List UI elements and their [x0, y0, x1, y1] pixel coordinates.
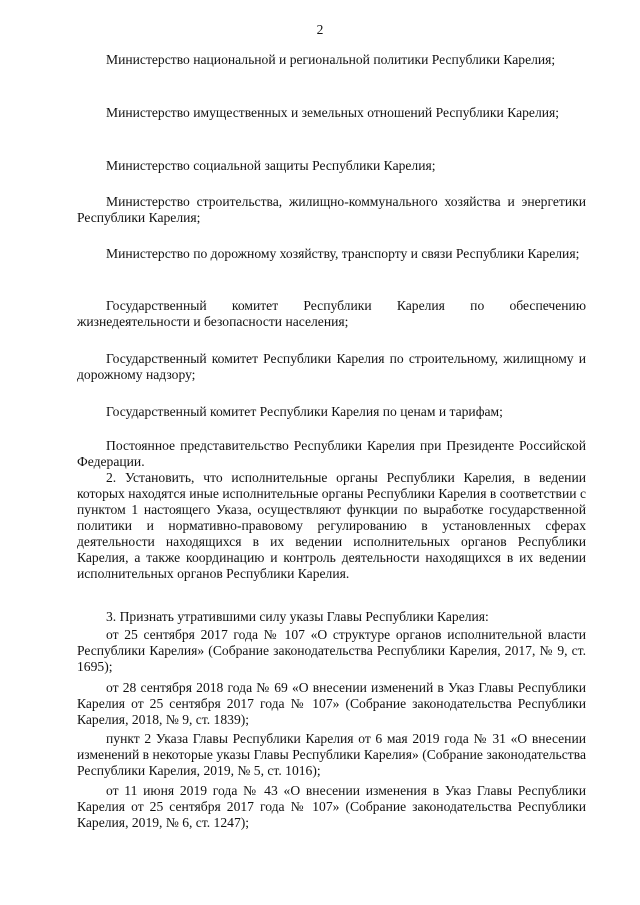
- repealed-decree-4: от 11 июня 2019 года № 43 «О внесении изменения в Указ Главы Республики Карелия от 25 сентября 2017 года № 107» (Собрание законодательства Республики Карелия, 2019, № 6, ст. 1247);: [77, 783, 586, 830]
- repealed-decree-1: от 25 сентября 2017 года № 107 «О структуре органов исполнительной власти Республики Карелия» (Собрание законодательства Республики Карелия, 2017, № 9, ст. 1695);: [77, 627, 586, 674]
- list-item-ministry-construction: Министерство строительства, жилищно-коммунального хозяйства и энергетики Республики Карелия;: [77, 194, 586, 225]
- clause-3: 3. Признать утратившими силу указы Главы Республики Карелия:: [106, 609, 489, 624]
- repealed-decree-2: от 28 сентября 2018 года № 69 «О внесении изменений в Указ Главы Республики Карелия от 25 сентября 2017 года № 107» (Собрание законодательства Республики Карелия, 2018, № 9, ст. 1839);: [77, 680, 586, 727]
- page-number: 2: [316, 22, 324, 37]
- list-item-permanent-mission: Постоянное представительство Республики Карелия при Президенте Российской Федерации.: [77, 438, 586, 469]
- list-item-ministry-property-land: Министерство имущественных и земельных отношений Республики Карелия;: [106, 105, 560, 120]
- list-item-ministry-national-policy: Министерство национальной и региональной политики Республики Карелия;: [106, 52, 556, 67]
- list-item-committee-supervision: Государственный комитет Республики Карелия по строительному, жилищному и дорожному надзору;: [77, 351, 586, 382]
- repealed-decree-3: пункт 2 Указа Главы Республики Карелия от 6 мая 2019 года № 31 «О внесении изменений в некоторые указы Главы Республики Карелия» (Собрание законодательства Республики Карелия, 2019, № 5, ст. 1016);: [77, 731, 586, 778]
- list-item-ministry-roads-transport: Министерство по дорожному хозяйству, транспорту и связи Республики Карелия;: [106, 246, 580, 261]
- list-item-committee-prices: Государственный комитет Республики Карелия по ценам и тарифам;: [106, 404, 503, 419]
- clause-2: 2. Установить, что исполнительные органы Республики Карелия, в ведении которых находятся иные исполнительные органы Республики Карелия в соответствии с пунктом 1 настоящего Указа, осуществляют функции по выработке государственной политики и нормативно-правовому регулированию в установленных сферах деятельности находящихся в их ведении исполнительных органов Республики Карелия, а также координацию и контроль деятельности находящихся в их ведении исполнительных органов Республики Карелия.: [77, 470, 586, 581]
- list-item-committee-safety: Государственный комитет Республики Карелия по обеспечению жизнедеятельности и безопасности населения;: [77, 298, 586, 329]
- list-item-ministry-social-protection: Министерство социальной защиты Республики Карелия;: [106, 158, 436, 173]
